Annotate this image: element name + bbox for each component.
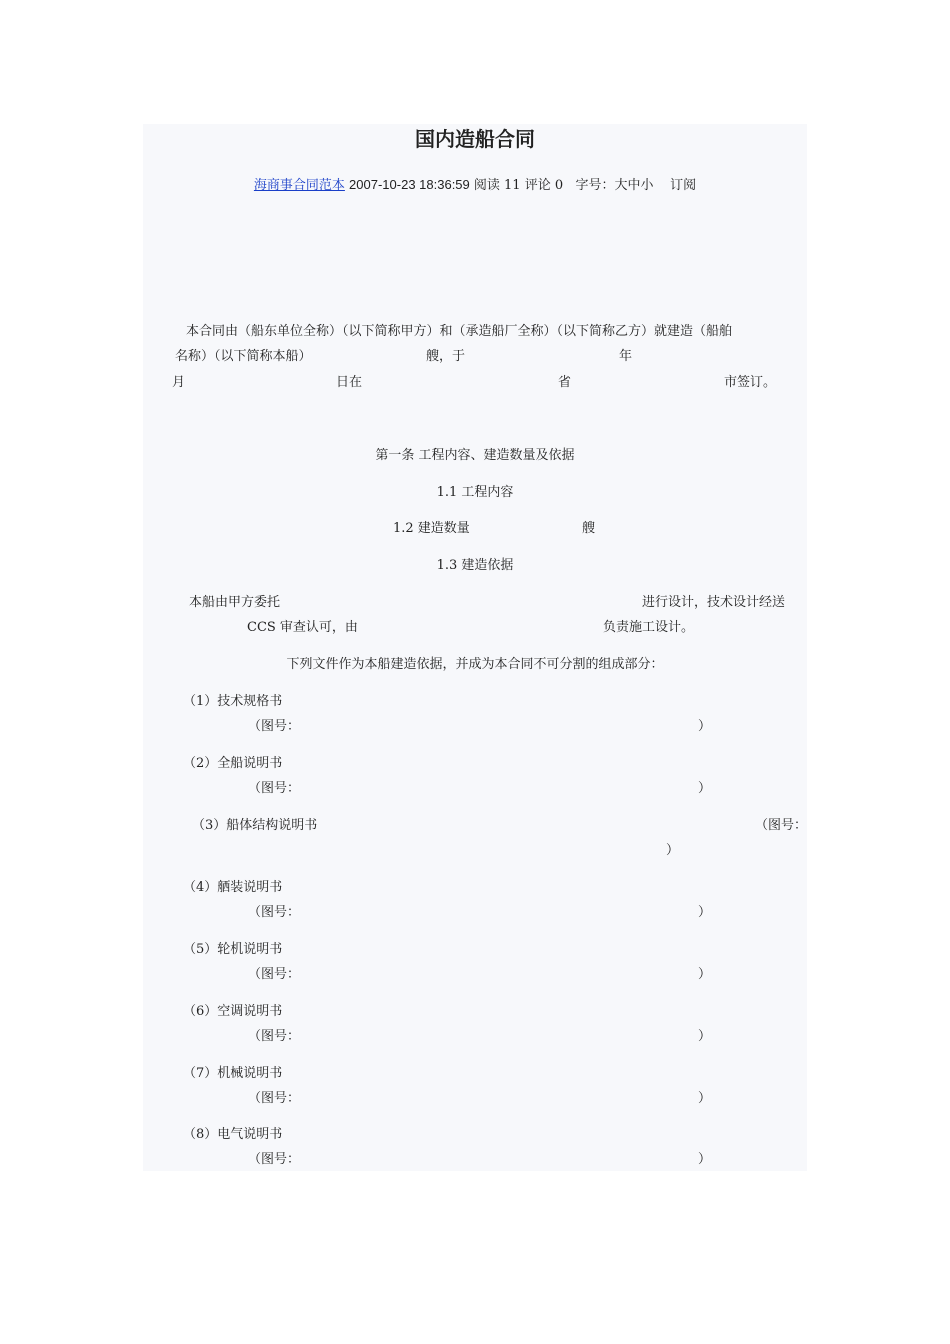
section-1-3: 1.3 建造依据 (436, 558, 514, 573)
comment-count[interactable]: 评论 0 (524, 178, 564, 193)
basis-line-1b: 进行设计，技术设计经送 (642, 595, 786, 610)
article-1-heading: 第一条 工程内容、建造数量及依据 (375, 448, 575, 463)
font-size-switcher[interactable]: 字号：大中小 (575, 178, 654, 193)
document-7-ref-open: （图号： (248, 1091, 301, 1106)
document-2-ref-close: ） (698, 781, 712, 796)
document-3-ref-close: ） (666, 843, 680, 858)
article-meta (0, 177, 950, 194)
post-timestamp: 2007-10-23 18:36:59 (349, 177, 470, 192)
document-1-ref-open: （图号： (248, 719, 301, 734)
basis-line-2b: 负责施工设计。 (603, 620, 695, 635)
document-5-ref-close: ） (698, 967, 712, 982)
page-title: 国内造船合同 (415, 127, 535, 151)
documents-intro: 下列文件作为本船建造依据，并成为本合同不可分割的组成部分： (286, 657, 664, 672)
document-3-ref-open: （图号： (755, 818, 808, 833)
basis-line-1a: 本船由甲方委托 (189, 595, 281, 610)
document-2-label: （2）全船说明书 (183, 756, 283, 771)
preamble-line-3a: 月 (172, 375, 186, 390)
document-5-label: （5）轮机说明书 (183, 942, 283, 957)
document-3-label: （3）船体结构说明书 (192, 818, 318, 833)
section-1-2-label: 1.2 建造数量 (393, 521, 470, 536)
preamble-line-3b: 日在 (336, 375, 363, 390)
category-link[interactable]: 海商事合同范本 (253, 178, 345, 193)
preamble-line-2a: 名称）（以下简称本船） (175, 349, 312, 364)
basis-line-2a: CCS 审查认可，由 (247, 620, 358, 635)
section-1-2-unit: 艘 (582, 521, 596, 536)
document-8-ref-close: ） (698, 1152, 712, 1167)
preamble-line-2b: 艘，于 (426, 349, 466, 364)
document-2-ref-open: （图号： (248, 781, 301, 796)
read-count: 阅读 11 (473, 178, 521, 193)
document-6-ref-close: ） (698, 1029, 712, 1044)
document-1-ref-close: ） (698, 719, 712, 734)
preamble-line-3c: 省 (558, 375, 572, 390)
document-6-ref-open: （图号： (248, 1029, 301, 1044)
subscribe-link[interactable]: 订阅 (670, 178, 697, 193)
document-8-label: （8）电气说明书 (183, 1127, 283, 1142)
preamble-line-2c: 年 (619, 349, 633, 364)
preamble-line-1: 本合同由（船东单位全称）（以下简称甲方）和（承造船厂全称）（以下简称乙方）就建造（船舶 (186, 324, 733, 339)
document-6-label: （6）空调说明书 (183, 1004, 283, 1019)
document-7-label: （7）机械说明书 (183, 1066, 283, 1081)
document-7-ref-close: ） (698, 1091, 712, 1106)
section-1-1: 1.1 工程内容 (436, 485, 514, 500)
document-1-label: （1）技术规格书 (183, 694, 283, 709)
document-4-ref-close: ） (698, 905, 712, 920)
document-5-ref-open: （图号： (248, 967, 301, 982)
document-8-ref-open: （图号： (248, 1152, 301, 1167)
preamble-line-3d: 市签订。 (724, 375, 777, 390)
document-4-ref-open: （图号： (248, 905, 301, 920)
document-4-label: （4）舾装说明书 (183, 880, 283, 895)
